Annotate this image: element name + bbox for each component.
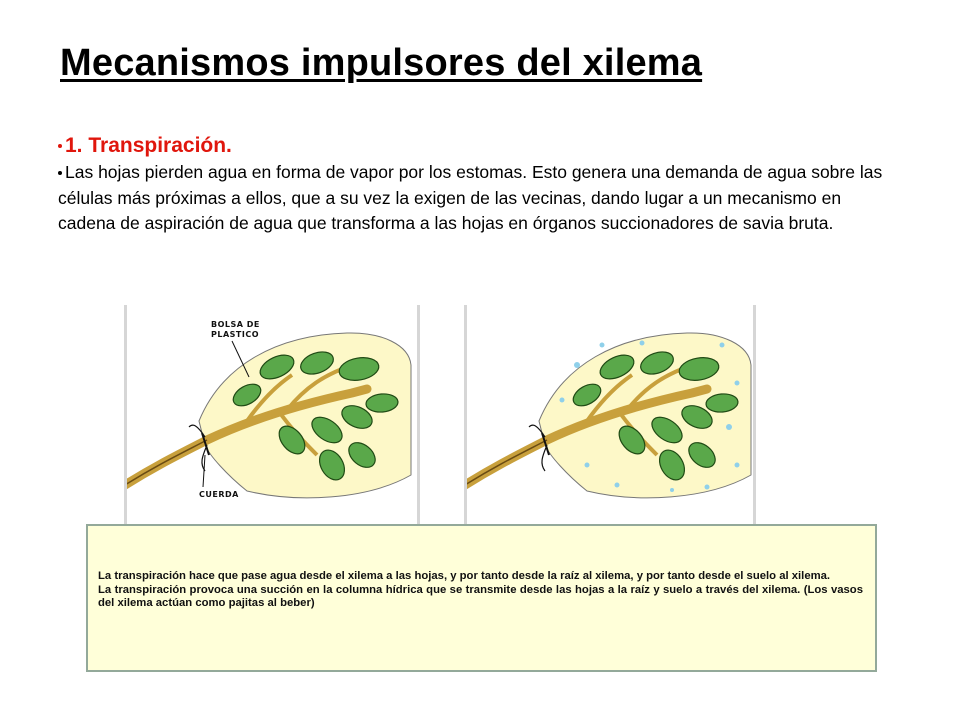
label-plastic-bag-line1: BOLSA DE [211, 320, 260, 329]
body-paragraph [58, 160, 898, 237]
slide-title: Mecanismos impulsores del xilema [60, 42, 703, 84]
bullet-icon [58, 144, 62, 148]
illustration-bag-before [124, 305, 420, 527]
illustration-bag-after [464, 305, 756, 527]
caption-line-2: La transpiración provoca una succión en la columna hídrica que se transmite desde las hojas a la raíz y suelo a través del xilema. (Los vasos del xilema actúan como pajitas al beber) [98, 583, 863, 609]
branch-bag-illustration-before [127, 305, 417, 527]
caption-box [86, 524, 877, 672]
label-string: CUERDA [199, 490, 239, 499]
body-paragraph-text: Las hojas pierden agua en forma de vapor por los estomas. Esto genera una demanda de agua sobre las células más próximas a ellos, que a su vez la exigen de las vecinas, dando lugar a un mecanismo en cadena de aspiración de agua que transforma a las hojas en órganos succionadores de savia bruta. [58, 162, 883, 233]
section-heading [58, 134, 232, 158]
section-heading-text: 1. Transpiración. [65, 134, 232, 157]
caption-text [98, 570, 863, 611]
label-plastic-bag-line2: PLASTICO [211, 330, 260, 339]
caption-line-1: La transpiración hace que pase agua desde el xilema a las hojas, y por tanto desde la raíz al xilema, y por tanto desde el suelo al xilema. [98, 570, 831, 582]
branch-bag-illustration-after [467, 305, 753, 527]
bullet-icon [58, 171, 62, 175]
